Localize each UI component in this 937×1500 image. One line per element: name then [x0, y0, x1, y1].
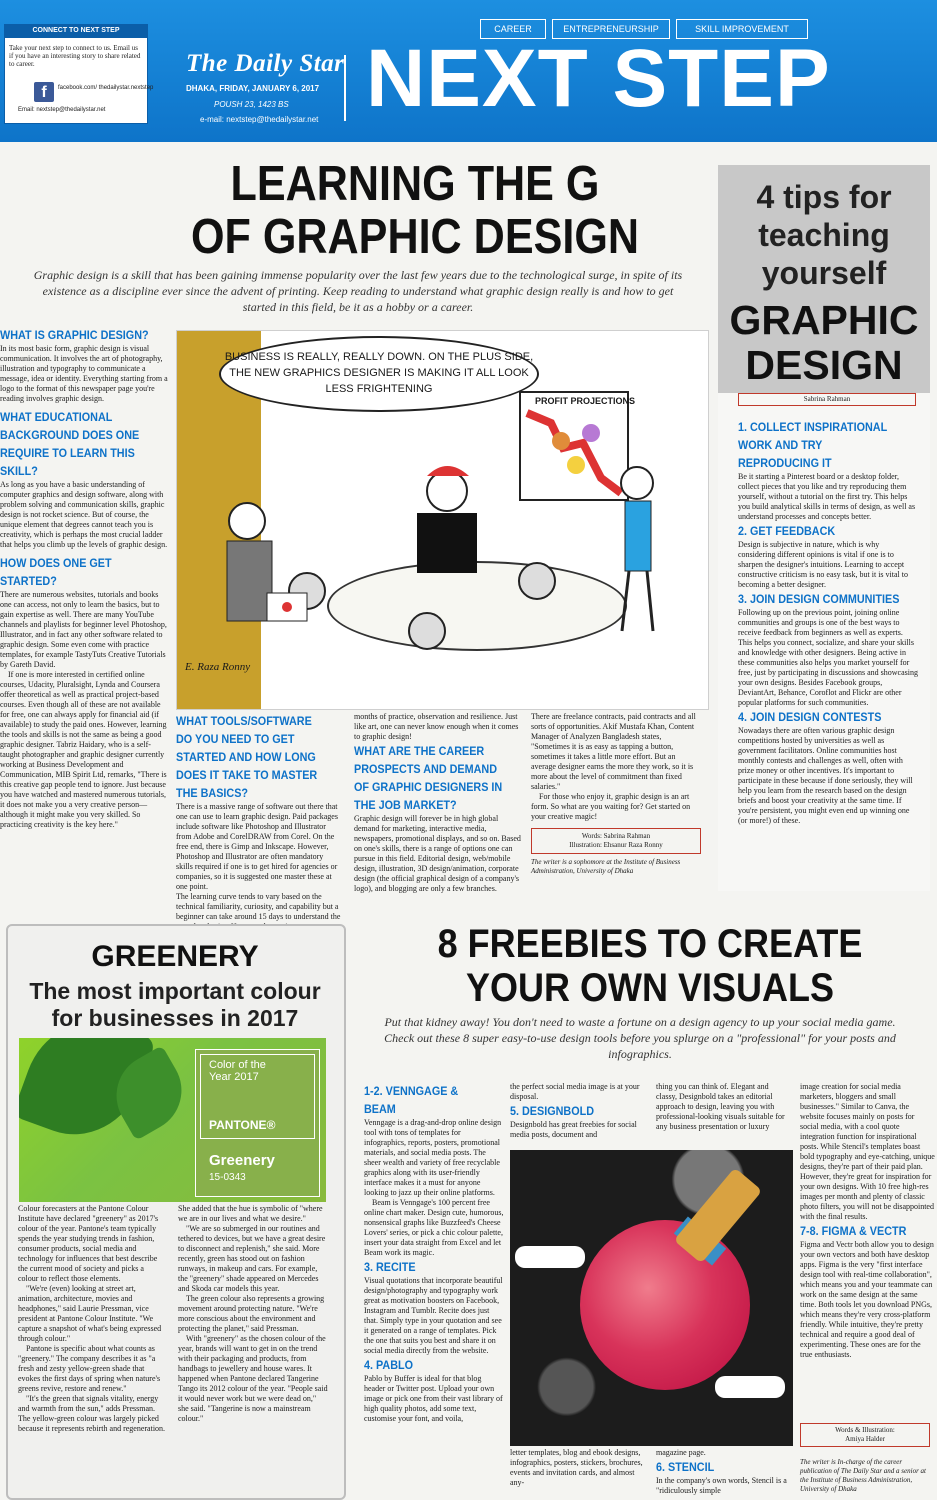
pointing-hand-icon [515, 1246, 585, 1268]
writer-note: The writer is a sophomore at the Institute of Business Administration, University of Dhaka [531, 858, 681, 875]
paint-blob [580, 1220, 750, 1390]
sidebar-body [738, 418, 918, 826]
tip-1-title: 1. COLLECT INSPIRATIONAL WORK AND TRY REPRODUCING IT [738, 420, 888, 470]
article-credits: Words: Sabrina Rahman Illustration: Ehsanur Raza Ronny [531, 828, 701, 854]
paragraph: In the company's own words, Stencil is a "ridiculously simple [656, 1476, 787, 1495]
tool-stencil: 6. STENCIL [656, 1460, 715, 1474]
connect-text: Take your next step to connect to us. Email us if you have an interesting story to share related to career. [9, 44, 141, 68]
tip-3-text: Following up on the previous point, joining online communities and groups is one of the best ways to receive feedback from beginners as well as experts. This helps you connect, socialize, and share your skills and knowledge with other designers. Being active in these communities also helps you market yourself for free, just by participating in discussions and showcasing your own designs. Besides Facebook groups, DeviantArt, Behance, Coroflot and Flickr are other popular platforms for such communities. [738, 608, 918, 707]
freebies-column-3 [656, 1082, 791, 1132]
paragraph: Pantone is specific about what counts as "greenery." The company describes it as "a fresh and zesty yellow-green shade that evokes the first days of spring when nature's greens revive, restore and renew." [18, 1344, 161, 1393]
paragraph: magazine page. [656, 1448, 706, 1457]
paragraph: Venngage is a drag-and-drop online design tool with tons of templates for infographics, reports, posters, promotional materials, and social media posts. The sheer wealth and variety of free recyclable graphics along with its user-friendly interface makes it a must for anyone looking to jazz up their online platforms. [364, 1118, 502, 1197]
tip-3-title: 3. JOIN DESIGN COMMUNITIES [738, 592, 900, 606]
paragraph: "We are so submerged in our routines and tethered to devices, but we have a great desire to disconnect and replenish," she said. More recently, green has stood out on fashion runways, in makeup and cars. For example, the "greenery" shade appeared on Mercedes and Skoda car models this year. [178, 1224, 326, 1293]
pantone-code: 15-0343 [209, 1172, 246, 1183]
freebies-column-2b [510, 1448, 650, 1488]
paragraph: Beam is Venngage's 100 percent free online chart maker. Design cute, humorous, nonsensical graphs like Buzzfeed's Cheese Lovers' series, or pick a chic colour palette, insert your data straight from Excel and let Beam work its magic. [364, 1198, 504, 1257]
freebies-writer-note: The writer is In-charge of the career publication of The Daily Star and a senior at the Institute of Business Administration, University of Dhaka [800, 1458, 926, 1493]
paragraph: letter templates, blog and ebook designs, infographics, posters, stickers, brochures, events and invitation cards, and almost any- [510, 1448, 643, 1487]
greenery-column-2 [178, 1204, 328, 1424]
board-title: PROFIT PROJECTIONS [535, 396, 636, 406]
freebies-column-3b [656, 1448, 791, 1496]
paragraph: If one is more interested in certified online courses, Udacity, Pluralsight, Lynda and Coursera offer theoretical as well as practical project-based courses. Even though all of these are not available for free, one can always apply for financial aid (if available) to study the paid ones. However, learning the tools and skills is not the same as being a good graphic designer. Tabriz Haidary, who is a self-taught photographer and graphic designer currently working at Business Development and Communication, MIB Spirit Ltd, remarks, "There is this creative gap people tend to ignore. Just because you have watched and mastered numerous tutorials, it does not make you a very creative person—although it might make you very skilled. So practicing creativity is the key here." [0, 670, 167, 829]
tab-career[interactable]: CAREER [480, 19, 546, 39]
article-column-3 [354, 712, 521, 894]
newspaper-logo: The Daily Star [186, 50, 345, 77]
article-standfirst: Graphic design is a skill that has been gaining immense popularity over the last few years due to the technological surge, in spite of its existence as a discipline ever since the advent of printing. Keep reading to understand what graphic design really is and how to get started in this field, be it as a hobby or a career. [33, 268, 683, 314]
tool-figma-vectr: 7-8. FIGMA & VECTR [800, 1224, 907, 1238]
connect-title: CONNECT TO NEXT STEP [4, 24, 148, 38]
paragraph: "It's the green that signals vitality, energy and warmth from the sun," adds Pressman. The yellow-green colour was largely picked because it represents rebirth and regeneration. [18, 1394, 166, 1433]
paragraph: Designbold has great freebies for social media posts, document and [510, 1120, 637, 1139]
greenery-title: GREENERY [91, 940, 259, 973]
paragraph: There is a massive range of software out there that one can use to learn graphic design. Paid packages include software like Photoshop and Illustrator from Adobe and CorelDRAW from Corel. On the free end, there is Gimp and Inkscape. However, Photoshop and Illustrator are often mandatory skills required if one is to get hired for agencies or companies, so it is suggested one master these at one point. [176, 802, 338, 891]
facebook-icon[interactable]: f [34, 82, 54, 102]
pantone-label: Color of the Year 2017 [209, 1059, 266, 1083]
paragraph: Visual quotations that incorporate beautiful design/photography and typography work great as motivation boosters on Facebook, Instagram and Tumblr. Recite does just that. Simply type in your quotation and see it generated on a range of templates. Pick the one that suits you best and share it on social media directly from the website. [364, 1276, 503, 1355]
article-column-1 [0, 326, 168, 830]
paragraph: Colour forecasters at the Pantone Colour Institute have declared "greenery" as 2017's colour of the year. Pantone's team typically spends the year studying trends in fashion, consumer products, social media and technology for influences that best describe the current mood of society and picks a colour to reflect those elements. [18, 1204, 159, 1283]
paragraph: image creation for social media marketers, bloggers and small businesses." Similar to Canva, the website focuses mainly on posts for social media, with a cool quote integration function for inspirational posts. While Stencil's templates boast bold typography and eye-catching, unique designs, they're part of their paid plan. However, they're great for inspiration for your own designs. With 10 free high-res images per month and plenty of classic photo filters, you will not be disappointed with the final results. [800, 1082, 935, 1221]
tip-1-text: Be it starting a Pinterest board or a desktop folder, collect pieces that you like and try reproducing them yourself, without a tutorial on the first try. This helps you build analytical skills in terms of design, as well as understand processes and concepts better. [738, 472, 916, 521]
tip-4-text: Nowadays there are often various graphic design competitions hosted by universities as well as government facilitators. Online communities host monthly contests and challenges as well, often with prize money or other incentives. It's important to participate in these because if done seriously, they will help you learn from the research based on the design briefs and boost your creativity at the same time. If you're persistent, you might even end up winning one (or more!) of these. [738, 726, 913, 825]
sidebar-title-bold: GRAPHIC DESIGN [729, 297, 919, 388]
pointing-hand-icon [715, 1376, 785, 1398]
tool-pablo: 4. PABLO [364, 1358, 414, 1372]
tool-designbold: 5. DESIGNBOLD [510, 1104, 595, 1118]
dateline: DHAKA, FRIDAY, JANUARY 6, 2017 [186, 84, 320, 93]
section-email[interactable]: e-mail: nextstep@thedailystar.net [200, 115, 319, 124]
cartoon-figures-icon [177, 331, 709, 710]
sidebar-byline: Sabrina Rahman [738, 393, 916, 406]
tab-entrepreneurship[interactable]: ENTREPRENEURSHIP [552, 19, 670, 39]
paragraph: Pablo by Buffer is ideal for that blog header or Twitter post. Upload your own image or pick one from their vast library of high quality photos, add some text, customise your font, and voila, [364, 1374, 503, 1423]
tool-venngage-beam: 1-2. VENNGAGE & BEAM [364, 1084, 459, 1116]
paragraph: The green colour also represents a growing movement around protecting nature. "We're more conscious about the environment and protecting the planet," said Pressman. [178, 1294, 325, 1333]
contact-email[interactable]: Email: nextstep@thedailystar.net [18, 107, 106, 113]
cartoon-illustration [176, 330, 709, 710]
paragraph: The learning curve tends to vary based on the technical familiarity, curiosity, and capability but a beginner can take around 15 days to understand the [176, 892, 341, 921]
paragraph: "We're (even) looking at street art, animation, architecture, movies and headphones," said Laurie Pressman, vice president at Pantone Colour Institute. "We capture a snapshot of what's being expressed through colour." [18, 1284, 162, 1343]
tip-2-text: Design is subjective in nature, which is why considering different opinions is vital if one is to sharpen the designer's intuitions. Learning to accept constructive criticism is no easy task, but it is vital to becoming a better designer. [738, 540, 908, 589]
pantone-colour-name: Greenery [209, 1152, 275, 1169]
section-brand: NEXT STEP [366, 33, 831, 124]
freebies-column-4 [800, 1082, 935, 1360]
paragraph: Figma and Vectr both allow you to design your own vectors and both have desktop apps. Figma is the very "first interface design tool with real-time collaboration", which means you and your teammate can work on the same design at the same time. Both tools let you download PNGs, which means they're very cross-platform friendly. While intuitive, they're pretty technical and require a good deal of experimenting. These ones are for the true enthusiasts. [800, 1240, 934, 1359]
subhead-career: WHAT ARE THE CAREER PROSPECTS AND DEMAND OF GRAPHIC DESIGNERS IN THE JOB MARKET? [354, 744, 503, 812]
tip-2-title: 2. GET FEEDBACK [738, 524, 836, 538]
paragraph: There are freelance contracts, paid contracts and all sorts of opportunities. Akif Mustafa Khan, Content Manager of Analyzen Bangladesh states, "Sometimes it is as easy as tapping a button, sometimes it takes a little more effort. But an average designer earns the more they work, so it is more about the level of commitment than fixed salaries." [531, 712, 696, 791]
freebies-standfirst: Put that kidney away! You don't need to waste a fortune on a design agency to up your social media game. Check out these 8 super easy-to-use design tools before you splurge on a "professional" for your posts and infographics. [384, 1015, 896, 1061]
sidebar-title: 4 tips for teaching yourself [756, 179, 892, 291]
paragraph: As long as you have a basic understanding of computer graphics and design software, along with problem solving and communication skills, graphic design is not rocket science. But of course, the unique element that degrees cannot teach you is creativity, which is perhaps the most crucial ladder that helps you climb up the levels of graphic design. [0, 480, 168, 549]
tool-recite: 3. RECITE [364, 1260, 416, 1274]
paragraph: She added that the hue is symbolic of "where we are in our lives and what we desire." [178, 1204, 323, 1223]
subhead-tools: WHAT TOOLS/SOFTWARE DO YOU NEED TO GET STARTED AND HOW LONG DOES IT TAKE TO MASTER THE BASICS? [176, 714, 318, 800]
paragraph: months of practice, observation and resilience. Just like art, one can never know enough when it comes to graphic design! [354, 712, 519, 741]
article-column-4 [531, 712, 701, 876]
pantone-brand: PANTONE® [209, 1118, 276, 1132]
illustrator-signature: E. Raza Ronny [185, 661, 251, 673]
speech-bubble: BUSINESS IS REALLY, REALLY DOWN. ON THE PLUS SIDE, THE NEW GRAPHICS DESIGNER IS MAKING IT ALL LOOK LESS FRIGHTENING [219, 336, 539, 412]
tab-skill-improvement[interactable]: SKILL IMPROVEMENT [676, 19, 808, 39]
paragraph: thing you can think of. Elegant and classy, Designbold takes an editorial approach to design, leaving you with professional-looking visuals suitable for any business presentation or luxury [656, 1082, 785, 1131]
article-headline: LEARNING THE G OF GRAPHIC DESIGN [190, 157, 640, 264]
freebies-column-2 [510, 1082, 650, 1140]
freebies-credits: Words & Illustration: Amiya Halder [800, 1423, 930, 1447]
greenery-column-1 [18, 1204, 166, 1434]
freebies-column-1 [364, 1082, 504, 1424]
paragraph: There are numerous websites, tutorials and books one can access, not only to learn the basics, but to gain expertise as well. There are many YouTube channels and playlists for beginner level Photoshop, Illustrator, and in fact any other software related to graphic design. Some even come with practice templates, for example TastyTuts Creative Tutorials by Gareth David. [0, 590, 167, 669]
paragraph: With "greenery" as the chosen colour of the year, brands will want to get in on the trend with their packaging and products, from handbags to jewellery and house wares. It happened when Pantone declared Tangerine Tango its 2012 colour of the year. "People said it would never work but we were dead on," she said. "Tangerine is now a mainstream colour." [178, 1334, 328, 1423]
paragraph: Graphic design will forever be in high global demand for marketing, interactive media, newspapers, promotional displays, and so on. Based on one's skills, there is a range of options one can pursue in this field. Editorial design, web/mobile design, illustration, 3D design/animation, corporate design (the official graphical design of a company's logo), and blogging are only a few branches. [354, 814, 521, 893]
subhead-start: HOW DOES ONE GET STARTED? [0, 556, 112, 588]
subhead-what: WHAT IS GRAPHIC DESIGN? [0, 328, 149, 342]
greenery-subtitle: The most important colour for businesses in 2017 [29, 978, 321, 1031]
article-column-2 [176, 712, 341, 942]
paragraph: For those who enjoy it, graphic design is an art form. So what are you waiting for? Get started on your creative magic! [531, 792, 691, 821]
divider [344, 55, 346, 121]
facebook-link[interactable]: facebook.com/ thedailystar.nextstep [58, 85, 154, 91]
freebies-headline: 8 FREEBIES TO CREATE YOUR OWN VISUALS [437, 922, 863, 1010]
dateline-bengali: POUSH 23, 1423 BS [214, 100, 289, 109]
paint-brush-illustration [510, 1150, 793, 1446]
paragraph: the perfect social media image is at your disposal. [510, 1082, 640, 1101]
tip-4-title: 4. JOIN DESIGN CONTESTS [738, 710, 882, 724]
paragraph: In its most basic form, graphic design is visual communication. It involves the art of photography, illustration and typography to communicate a message, idea or identity. Everything starting from a logo to the format of this newspaper page you're reading involves graphic design. [0, 344, 168, 403]
subhead-background: WHAT EDUCATIONAL BACKGROUND DOES ONE REQUIRE TO LEARN THIS SKILL? [0, 410, 140, 478]
